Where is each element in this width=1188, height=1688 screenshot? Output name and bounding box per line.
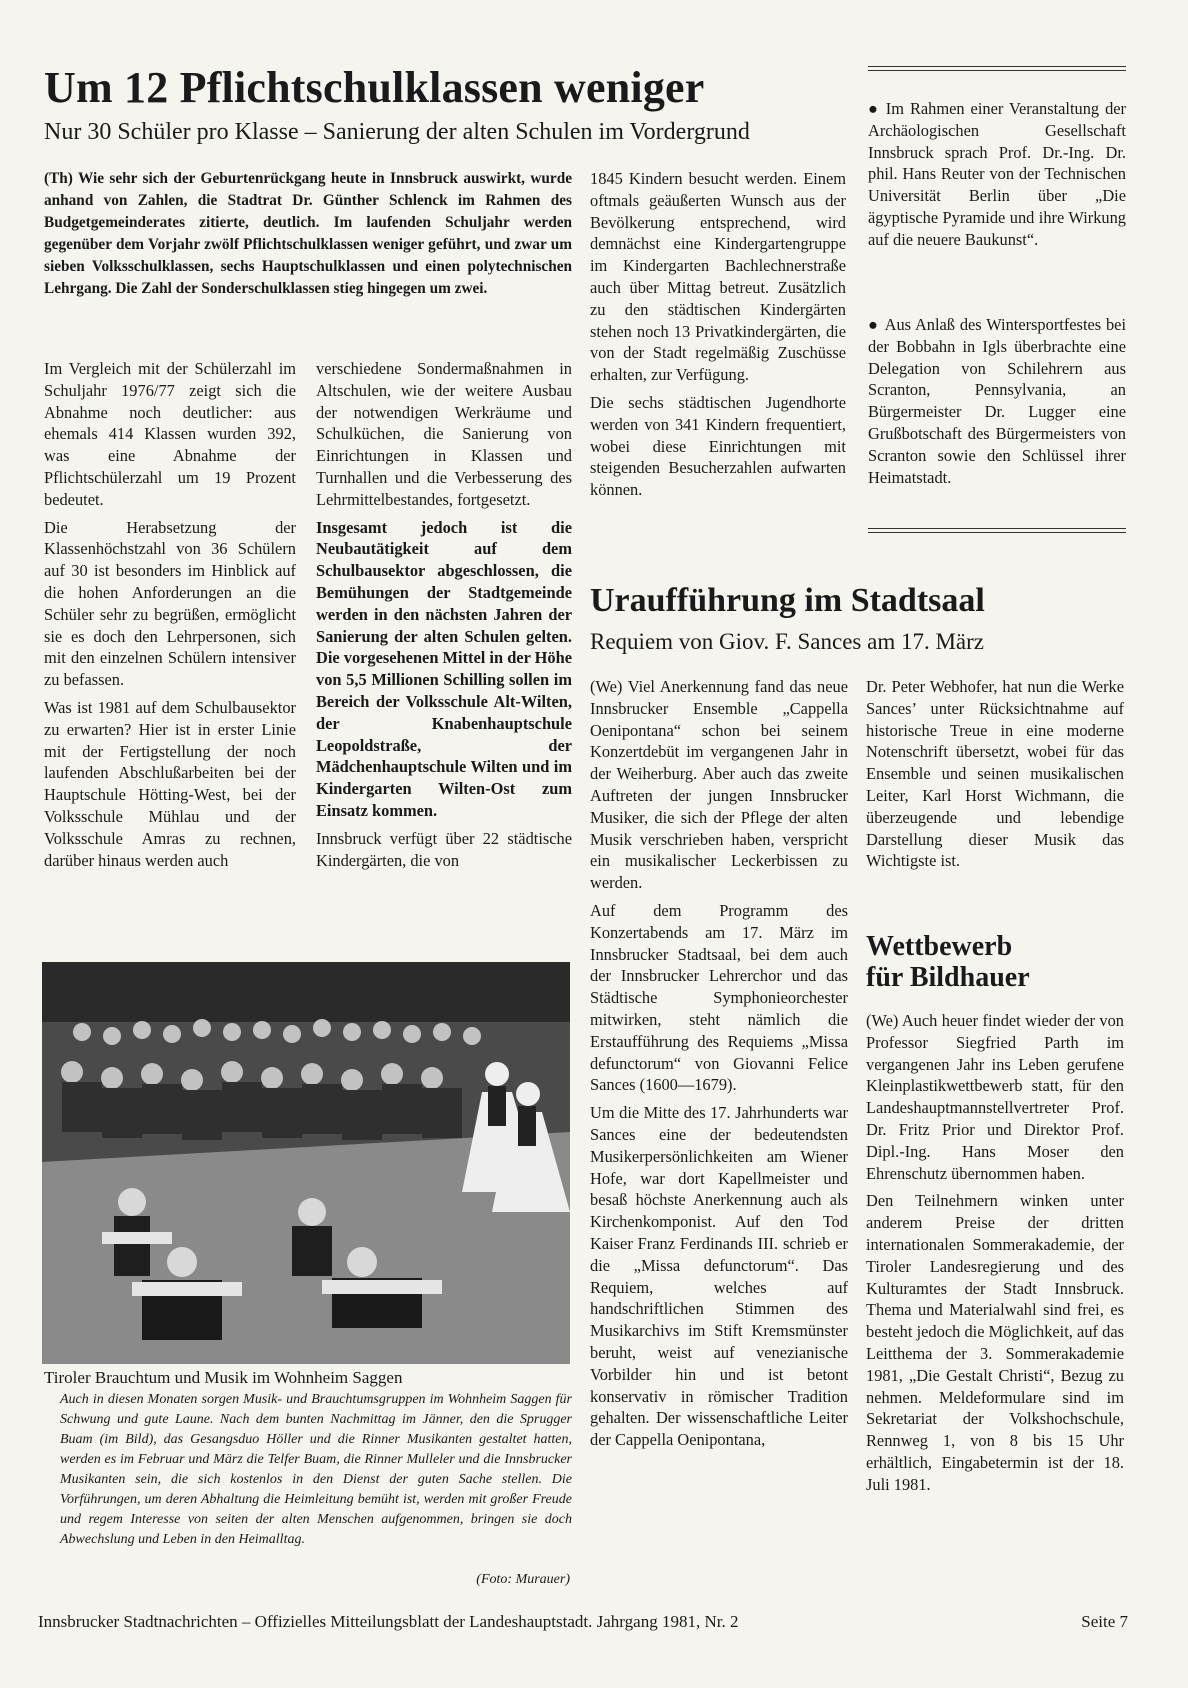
sidebar-top-rule [868, 66, 1126, 71]
concert-column-1 [590, 676, 848, 1457]
paragraph: Im Vergleich mit der Schülerzahl im Schuljahr 1976/77 zeigt sich die Abnahme noch deutlicher: aus ehemals 414 Klassen wurden 392, was eine Abnahme der Pflichtschülerzahl um 19 Prozent bedeutet. [44, 359, 296, 509]
bullet-icon: ● [868, 315, 879, 334]
competition-body [866, 1010, 1124, 1502]
paragraph: 1845 Kindern besucht werden. Einem oftmals geäußerten Wunsch aus der Bevölkerung entsprechend, wird demnächst eine Kindergartengruppe im Kindergarten Bachlechnerstraße auch über Mittag betreut. Zusätzlich zu den städtischen Kindergärten stehen noch 13 Privatkindergärten, die von der Stadt regelmäßig Zuschüsse erhalten, zur Verfügung. [590, 169, 846, 385]
main-subheadline: Nur 30 Schüler pro Klasse – Sanierung der alten Schulen im Vordergrund [44, 119, 750, 145]
sidebar-item-scranton [868, 314, 1126, 488]
paragraph: Was ist 1981 auf dem Schulbausektor zu erwarten? Hier ist in erster Linie mit der Fertigstellung der noch laufenden Abschlußarbeiten bei der Hauptschule Hötting-West, bei der Volksschule Mühlau und der Volksschule Amras zu rechnen, darüber hinaus werden auch [44, 697, 296, 870]
photo-credit: (Foto: Murauer) [476, 1572, 570, 1587]
bullet-icon: ● [868, 99, 880, 118]
main-column-1 [44, 358, 296, 877]
sidebar-text: Im Rahmen einer Veranstaltung der Archäologischen Gesellschaft Innsbruck sprach Prof. Dr.-Ing. Dr. phil. Hans Reuter von der Technischen Universität Berlin über „Die ägyptische Pyramide und ihre Wirkung auf die neuere Baukunst“. [868, 99, 1127, 249]
dance-photo [42, 962, 570, 1364]
photo-caption-title: Tiroler Brauchtum und Musik im Wohnheim Saggen [44, 1368, 403, 1387]
main-column-2 [316, 358, 572, 877]
paragraph: Die Herabsetzung der Klassenhöchstzahl von 36 Schülern auf 30 ist besonders im Hinblick auf die hohen Anforderungen an die Schüler sehr zu begrüßen, ermöglicht sie es doch den Lehrpersonen, sich mit den einzelnen Schülern intensiver zu befassen. [44, 517, 296, 690]
main-headline: Um 12 Pflichtschulklassen weniger [44, 63, 705, 112]
main-column-3 [590, 168, 846, 507]
page-footer: Innsbrucker Stadtnachrichten – Offizielles Mitteilungsblatt der Landeshauptstadt. Jahrgang 1981, Nr. 2 [38, 1612, 739, 1631]
concert-headline: Uraufführung im Stadtsaal [590, 582, 985, 619]
paragraph: Dr. Peter Webhofer, hat nun die Werke Sances’ unter Rücksichtnahme auf historische Treue in eine moderne Notenschrift übersetzt, wobei für das Ensemble und seinen musikalischen Leiter, Karl Horst Wichmann, die überzeugende und lebendige Darstellung dieser Musik das Wichtigste ist. [866, 677, 1124, 871]
main-lead-paragraph: (Th) Wie sehr sich der Geburtenrückgang heute in Innsbruck auswirkt, wurde anhand von Zahlen, die Stadtrat Dr. Günther Schlenck im Rahmen des Budgetgemeinderates zitierte, deutlich. Im laufenden Schuljahr werden gegenüber dem Vorjahr zwölf Pflichtschulklassen weniger geführt, und zwar um sieben Volksschulklassen, sechs Hauptschulklassen und einen polytechnischen Lehrgang. Die Zahl der Sonderschulklassen stieg hingegen um zwei. [44, 170, 572, 297]
competition-headline [866, 932, 1124, 994]
paragraph: Um die Mitte des 17. Jahrhunderts war Sances eine der bedeutendsten Musikerpersönlichkeiten am Wiener Hofe, war dort Kapellmeister und besaß höchste Anerkennung auch als Kirchenkomponist. Auf den Tod Kaiser Franz Ferdinands III. schrieb er die „Missa defunctorum“. Das Requiem, welches auf handschriftlichen Stimmen des Musikarchivs im Stift Kremsmünster beruht, weist auf venezianische Vorbilder hin und ist betont konservativ in römischer Tradition gehalten. Der wissenschaftliche Leiter der Cappella Oenipontana, [590, 1103, 848, 1450]
photo-illustration [42, 962, 570, 1364]
paragraph: Insgesamt jedoch ist die Neubautätigkeit auf dem Schulbausektor abgeschlossen, die Bemühungen der Stadtgemeinde werden in den nächsten Jahren der Sanierung der alten Schulen gelten. Die vorgesehenen Mittel in der Höhe von 5,5 Millionen Schilling sollen im Bereich der Volksschule Alt-Wilten, der Knabenhauptschule Leopoldstraße, der Mädchenhauptschule Wilten und im Kindergarten Wilten-Ost zum Einsatz kommen. [316, 517, 572, 820]
paragraph: Innsbruck verfügt über 22 städtische Kindergärten, die von [316, 828, 572, 870]
paragraph: (We) Auch heuer findet wieder der von Professor Siegfried Parth im vergangenen Jahr ins Leben gerufene Kleinplastikwettbewerb statt, für den Landeshauptmannstellvertreter Prof. Dr. Fritz Prior und Direktor Prof. Dipl.-Ing. Hans Moser den Ehrenschutz übernommen haben. [866, 1011, 1124, 1183]
headline-line: Wettbewerb [866, 931, 1013, 962]
sidebar-bottom-rule [868, 528, 1126, 533]
concert-column-2 [866, 676, 1124, 878]
page-number: Seite 7 [1081, 1612, 1128, 1631]
paragraph: Die sechs städtischen Jugendhorte werden von 341 Kindern frequentiert, wobei diese Einrichtungen mit steigenden Besucherzahlen aufwarten können. [590, 392, 846, 500]
paragraph: Den Teilnehmern winken unter anderem Preise der dritten internationalen Sommerakademie, der Tiroler Landesregierung und des Kulturamtes der Stadt Innsbruck. Thema und Materialwahl sind frei, es besteht jedoch die Möglichkeit, auf das Leitthema der 3. Sommerakademie 1981, „Die Gestalt Christi“, Bezug zu nehmen. Meldeformulare sind im Sekretariat der Volkshochschule, Rennweg 1, von 8 bis 15 Uhr erhältlich, Eingabetermin ist der 18. Juli 1981. [866, 1191, 1124, 1494]
sidebar-item-archaeology [868, 98, 1126, 251]
sidebar-text: Aus Anlaß des Wintersportfestes bei der Bobbahn in Igls überbrachte eine Delegation von Schilehrern aus Scranton, Pennsylvania, an Bürgermeister Dr. Lugger eine Grußbotschaft des Bürgermeisters von Scranton sowie den Schlüssel ihrer Heimatstadt. [868, 315, 1126, 487]
paragraph: (We) Viel Anerkennung fand das neue Innsbrucker Ensemble „Cappella Oenipontana“ schon bei seinem Konzertdebüt im vergangenen Jahr in der Weiherburg. Aber auch das zweite Auftreten der jungen Innsbrucker Musiker, die sich der Pflege der alten Musik verschrieben haben, verspricht ein musikalischer Leckerbissen zu werden. [590, 677, 848, 893]
headline-line: für Bildhauer [866, 961, 1030, 993]
paragraph: verschiedene Sondermaßnahmen in Altschulen, wie der weitere Ausbau der notwendigen Werkräume und Schulküchen, die Sanierung von Einrichtungen in Klassen und Turnhallen und die Verbesserung des Lehrmittelbestandes, fortgesetzt. [316, 359, 572, 509]
photo-caption-body: Auch in diesen Monaten sorgen Musik- und Brauchtumsgruppen im Wohnheim Saggen für Schwung und gute Laune. Nach dem bunten Nachmittag im Jänner, den die Sprugger Buam (im Bild), das Gesangsduo Höller und die Rinner Musikanten gestaltet hatten, werden es im Februar und März die Telfer Buam, die Rinner Mulleler und die Innsbrucker Musikanten sein, die sich kostenlos in den Dienst der guten Sache stellen. Die Vorführungen, um deren Abhaltung die Heimleitung bemüht ist, werden mit großer Freude und regem Interesse von seiten der alten Menschen aufgenommen, bringen sie doch Abwechslung und Leben in den Heimalltag. [60, 1392, 572, 1547]
paragraph: Auf dem Programm des Konzertabends am 17. März im Innsbrucker Stadtsaal, bei dem auch der Innsbrucker Lehrerchor und das Städtische Symphonieorchester mitwirken, steht nämlich die Erstaufführung des Requiems „Missa defunctorum“ von Giovanni Felice Sances (1600—1679). [590, 900, 848, 1095]
concert-subheadline: Requiem von Giov. F. Sances am 17. März [590, 629, 984, 654]
